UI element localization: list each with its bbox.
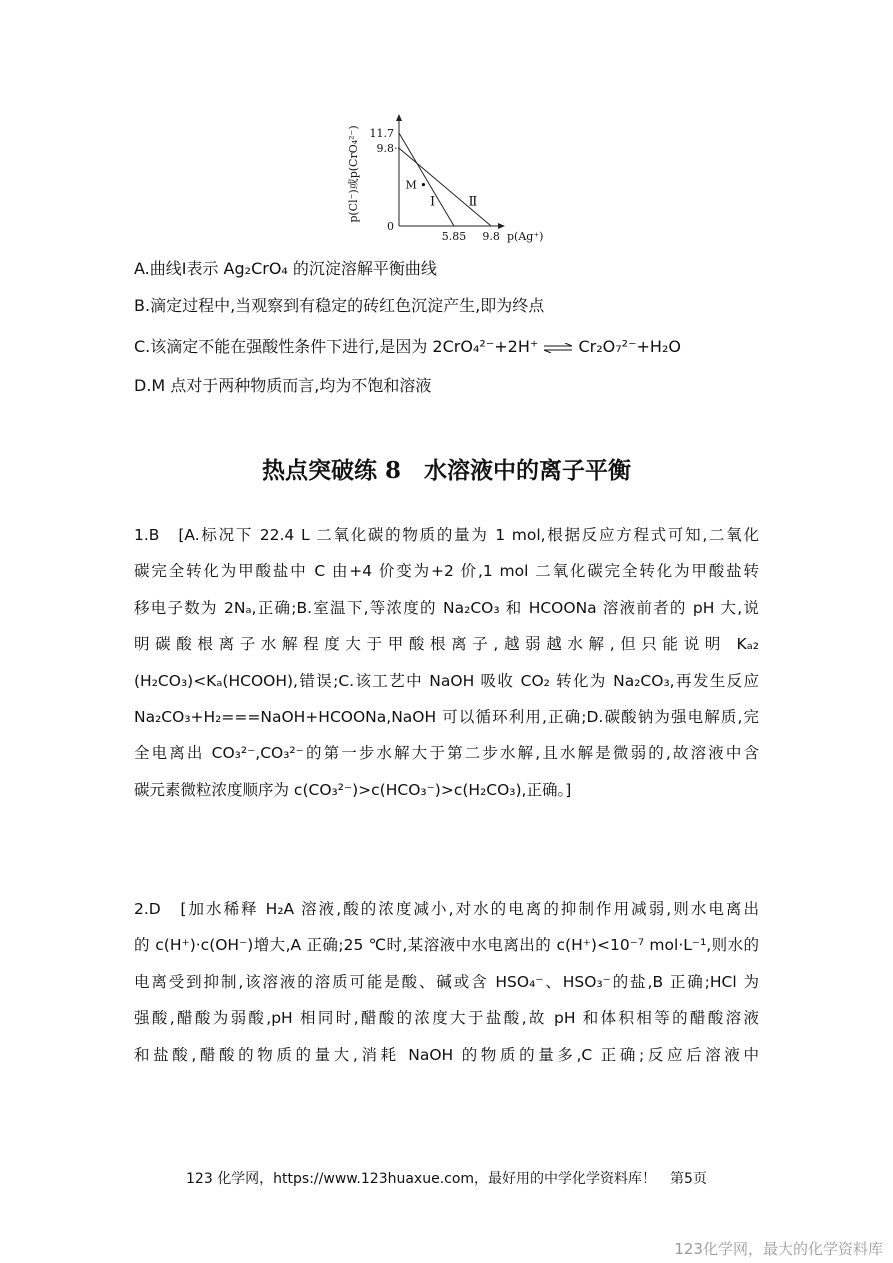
page-footer: 123 化学网，https://www.123huaxue.com，最好用的中学化学资料库！ 第5页 <box>186 1171 707 1187</box>
answer-2-line: 2.D [加水稀释 H₂A 溶液,酸的浓度减小,对水的电离的抑制作用减弱,则水电离出 <box>134 900 759 918</box>
chart-labels <box>347 125 543 243</box>
answer-2-line: 电离受到抑制,该溶液的溶质可能是酸、碱或含 HSO₄⁻、HSO₃⁻的盐,B 正确;HCl 为 <box>134 972 759 991</box>
answer-1-line: 全电离出 CO₃²⁻,CO₃²⁻的第一步水解大于第二步水解,且水解是微弱的,故溶液中含 <box>134 744 759 763</box>
answer-2 <box>134 891 759 1073</box>
answer-1-line: Na₂CO₃+H₂===NaOH+HCOONa,NaOH 可以循环利用,正确;D.碳酸钠为强电解质,完 <box>134 707 759 726</box>
x-axis-arrow <box>498 223 505 229</box>
answer-2-line: 和盐酸,醋酸的物质的量大,消耗 NaOH 的物质的量多,C 正确;反应后溶液中 <box>134 1045 759 1064</box>
point-m-dot <box>422 183 425 186</box>
answer-2-line: 强酸,醋酸为弱酸,pH 相同时,醋酸的浓度大于盐酸,故 pH 和体积相等的醋酸溶液 <box>134 1009 759 1028</box>
point-m-label: M <box>405 178 417 192</box>
option-c <box>134 334 681 357</box>
y-tick-label: 0 <box>387 220 394 233</box>
answer-1-line: 1.B [A.标况下 22.4 L 二氧化碳的物质的量为 1 mol,根据反应方程式可知,二氧化 <box>134 526 759 544</box>
answer-1-line: 明碳酸根离子水解程度大于甲酸根离子,越弱越水解,但只能说明 Kₐ₂ <box>134 635 759 654</box>
option-c-pre: C.该滴定不能在强酸性条件下进行,是因为 2CrO₄²⁻+2H⁺ <box>134 337 539 356</box>
option-a: A.曲线Ⅰ表示 Ag₂CrO₄ 的沉淀溶解平衡曲线 <box>134 259 437 278</box>
option-b: B.滴定过程中,当观察到有稳定的砖红色沉淀产生,即为终点 <box>134 296 545 315</box>
answer-1-line: 碳完全转化为甲酸盐中 C 由+4 价变为+2 价,1 mol 二氧化碳完全转化为甲酸盐转 <box>134 562 759 581</box>
section-heading: 热点突破练 8 水溶液中的离子平衡 <box>261 457 631 484</box>
answer-1-line: 碳元素微粒浓度顺序为 c(CO₃²⁻)>c(HCO₃⁻)>c(H₂CO₃),正确。] <box>134 780 572 799</box>
option-d: D.M 点对于两种物质而言,均为不饱和溶液 <box>134 376 432 395</box>
y-axis-arrow <box>396 114 402 121</box>
answer-2-line: 的 c(H⁺)·c(OH⁻)增大,A 正确;25 ℃时,某溶液中水电离出的 c(H⁺)<10⁻⁷ mol·L⁻¹,则水的 <box>134 936 759 955</box>
x-tick-label: 5.85 <box>441 230 467 243</box>
x-tick-label: 9.8 <box>482 230 500 243</box>
chart-axes <box>395 114 505 229</box>
equilibrium-arrow-icon <box>543 343 573 353</box>
option-c-post: Cr₂O₇²⁻+H₂O <box>578 337 681 356</box>
solubility-chart <box>335 108 560 250</box>
y-tick-label: 11.7 <box>369 126 394 140</box>
y-axis-label: p(Cl⁻)或p(CrO₄²⁻) <box>347 125 360 223</box>
series-label-2: Ⅱ <box>468 194 478 210</box>
answer-1 <box>134 517 759 808</box>
answer-1-line: 移电子数为 2Nₐ,正确;B.室温下,等浓度的 Na₂CO₃ 和 HCOONa 溶液前者的 pH 大,说 <box>134 598 759 617</box>
y-tick-label: 9.8 <box>376 142 394 156</box>
watermark-text: 123化学网，最大的化学资料库 <box>674 1240 883 1258</box>
x-axis-label: p(Ag⁺) <box>507 230 544 243</box>
series-label-1: Ⅰ <box>430 194 436 210</box>
answer-1-line: (H₂CO₃)<Kₐ(HCOOH),错误;C.该工艺中 NaOH 吸收 CO₂ 转化为 Na₂CO₃,再发生反应 <box>134 671 759 690</box>
